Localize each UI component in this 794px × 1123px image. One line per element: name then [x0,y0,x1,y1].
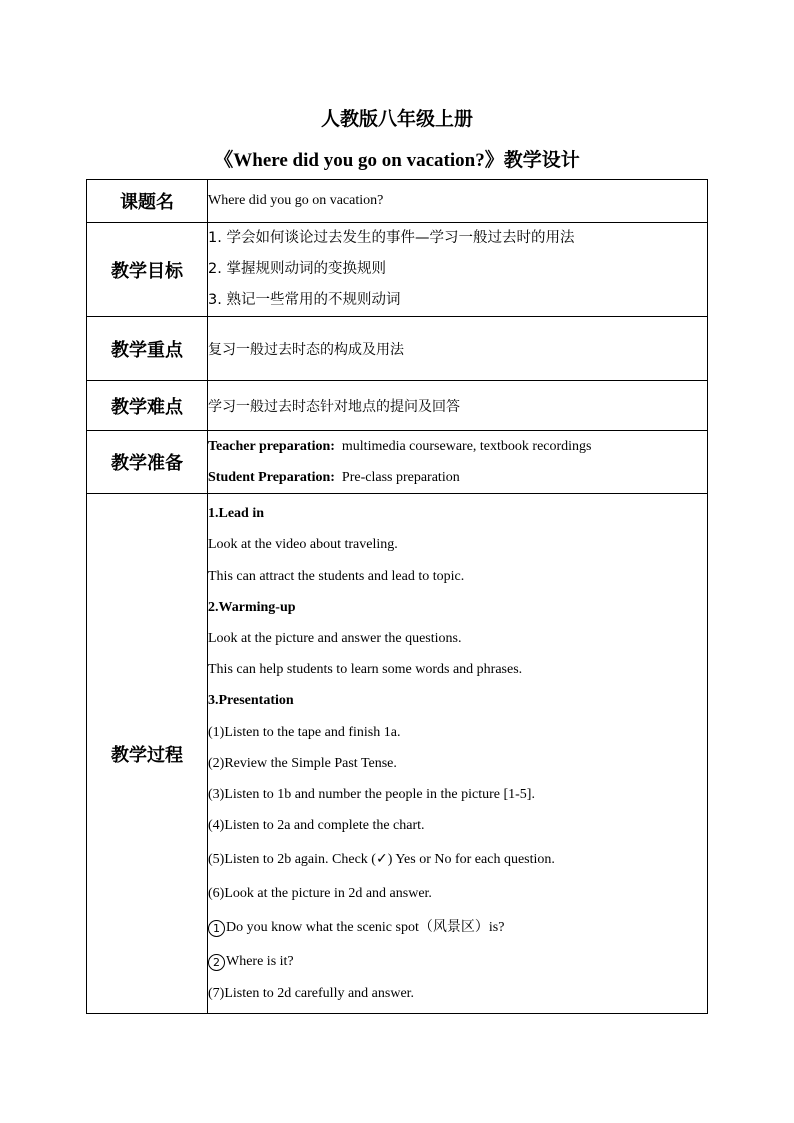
process-content [208,494,708,1014]
objective-item: 2. 掌握规则动词的变换规则 [208,261,386,277]
lesson-plan-table [86,179,708,1014]
document-subtitle [0,146,794,175]
process-step-check [208,841,707,878]
topic-value: Where did you go on vacation? [208,180,708,223]
check-mark-icon: ✓ [375,851,388,868]
preparation-content [208,431,708,494]
process-step: (7)Listen to 2d carefully and answer. [208,985,415,1001]
key-points-label: 教学重点 [87,317,208,381]
process-step: This can help students to learn some words and phrases. [208,662,523,678]
process-step: Look at the picture and answer the questions. [208,630,462,646]
process-step: Look at the video about traveling. [208,537,398,553]
lead-in-heading: 1.Lead in [208,506,265,522]
topic-label: 课题名 [87,180,208,223]
process-step: This can attract the students and lead to topic. [208,568,465,584]
preparation-label: 教学准备 [87,431,208,494]
row-objectives [87,223,708,317]
warming-up-heading: 2.Warming-up [208,599,296,615]
process-step: (2)Review the Simple Past Tense. [208,755,397,771]
process-step: (3)Listen to 1b and number the people in the picture [1-5]. [208,786,535,802]
process-step: (4)Listen to 2a and complete the chart. [208,818,425,834]
question-item [208,909,707,946]
student-preparation-value: Pre-class preparation [341,470,460,485]
process-step: (1)Listen to the tape and finish 1a. [208,724,401,740]
circled-number-1: 1 [208,920,225,937]
objectives-list [208,223,708,317]
row-topic [87,180,708,223]
objective-item: 3. 熟记一些常用的不规则动词 [208,292,401,308]
difficulties-label: 教学难点 [87,381,208,431]
question-text-after: is? [488,920,505,936]
question-text: Where is it? [226,954,294,970]
row-difficulties [87,381,708,431]
objective-item: 1. 学会如何谈论过去发生的事件—学习一般过去时的用法 [208,230,575,246]
process-step: (6)Look at the picture in 2d and answer. [208,886,432,902]
presentation-heading: 3.Presentation [208,693,294,709]
title-close-bracket: 》 [484,149,504,171]
teacher-preparation [208,431,707,462]
row-process [87,494,708,1014]
row-key-points [87,317,708,381]
student-preparation-label: Student Preparation: [208,470,335,485]
circled-number-2: 2 [208,954,225,971]
check-text-after: ) Yes or No for each question. [387,852,555,868]
question-item [208,946,707,977]
question-text-before: Do you know what the scenic spot [226,920,419,936]
title-open-bracket: 《 [214,149,234,171]
objectives-label: 教学目标 [87,223,208,317]
title-suffix: 教学设计 [503,149,580,171]
teacher-preparation-value: multimedia courseware, textbook recordings [341,439,592,454]
difficulties-value: 学习一般过去时态针对地点的提问及回答 [208,381,708,431]
row-preparation [87,431,708,494]
student-preparation [208,462,707,493]
check-text-before: (5)Listen to 2b again. Check ( [208,852,376,868]
question-paren-note: （风景区） [418,919,489,936]
document-title: 人教版八年级上册 [320,108,473,130]
title-english: Where did you go on vacation? [233,150,485,171]
teacher-preparation-label: Teacher preparation: [208,439,335,454]
process-label: 教学过程 [87,494,208,1014]
key-points-value: 复习一般过去时态的构成及用法 [208,317,708,381]
